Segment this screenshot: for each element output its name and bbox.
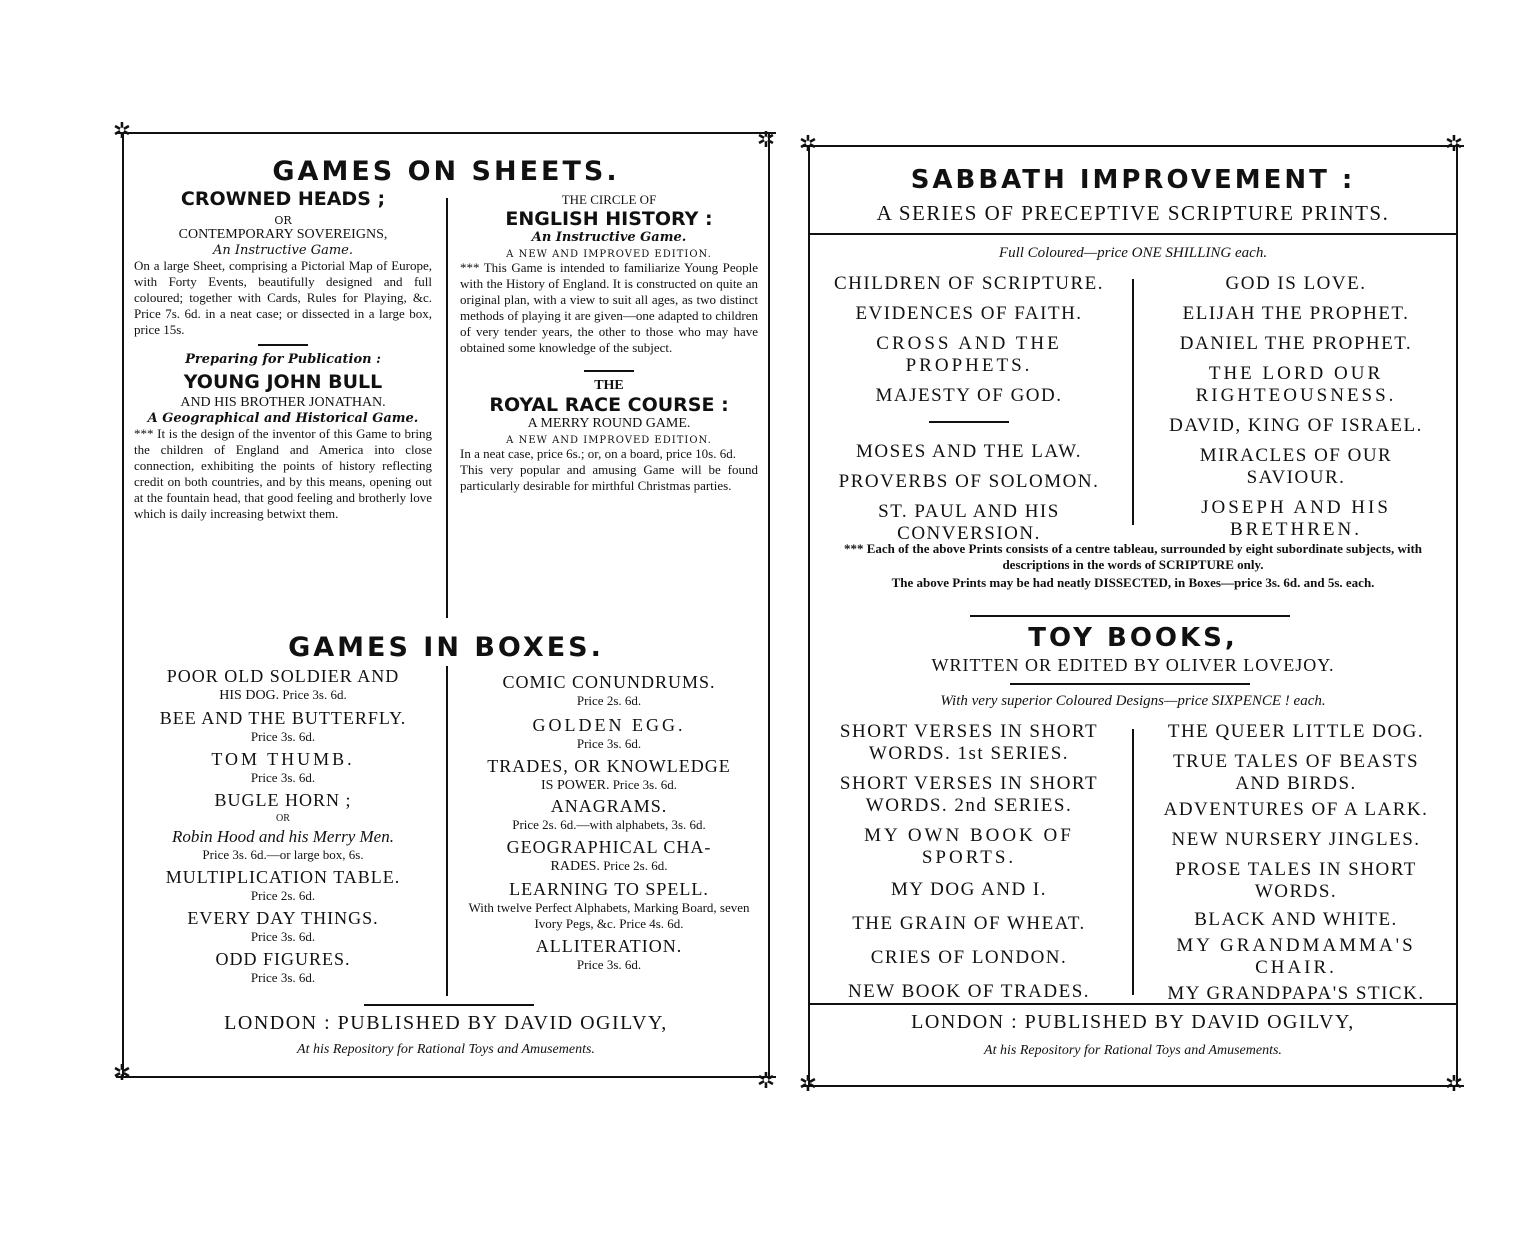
- box-item: POOR OLD SOLDIER AND HIS DOG. Price 3s. 6d.: [166, 666, 400, 703]
- print-item: MAJESTY OF GOD.: [875, 385, 1063, 406]
- box-item: BUGLE HORN ; OR Robin Hood and his Merry Men. Price 3s. 6d.—or large box, 6s.: [172, 790, 394, 862]
- race-pre: THE: [594, 378, 624, 393]
- prints-left-column: [814, 273, 1124, 545]
- book-item: THE QUEER LITTLE DOG.: [1167, 721, 1425, 742]
- left-publisher-sub: At his Repository for Rational Toys and Amusements.: [297, 1042, 595, 1057]
- crowned-subheading: CONTEMPORARY SOVEREIGNS,: [178, 227, 388, 242]
- corner-ornament-icon: ✲: [1444, 1072, 1464, 1097]
- circle-tag: An Instructive Game.: [531, 230, 687, 245]
- box-item: ANAGRAMS. Price 2s. 6d.—with alphabets, 3s. 6d.: [512, 796, 706, 832]
- circle-body: *** This Game is intended to familiarize Young People with the History of England. It is constructed on quite an original plan, with a view to suit all ages, as two distinct methods of playing it are given—one adapted to children of very tender years, the other to those who may have obtained some knowledge of the subject.: [460, 260, 758, 355]
- print-item: EVIDENCES OF FAITH.: [855, 303, 1083, 324]
- circle-edition: A NEW AND IMPROVED EDITION.: [506, 249, 712, 260]
- print-item: CROSS AND THE PROPHETS.: [876, 333, 1062, 376]
- left-publisher: LONDON : PUBLISHED BY DAVID OGILVY,: [224, 1012, 668, 1034]
- divider: [810, 233, 1456, 235]
- print-item: CHILDREN OF SCRIPTURE.: [834, 273, 1104, 294]
- divider: [970, 615, 1290, 617]
- race-price: In a neat case, price 6s.; or, on a board, price 10s. 6d.: [460, 446, 736, 461]
- book-item: PROSE TALES IN SHORT WORDS.: [1175, 859, 1417, 902]
- book-item: SHORT VERSES IN SHORT WORDS. 2nd SERIES.: [839, 773, 1099, 816]
- circle-pre: THE CIRCLE OF: [561, 192, 657, 207]
- right-top-rule: [802, 145, 1464, 147]
- box-item: ODD FIGURES. Price 3s. 6d.: [215, 949, 351, 985]
- print-item: ELIJAH THE PROPHET.: [1182, 303, 1410, 324]
- royal-race-course-heading: ROYAL RACE COURSE :: [489, 394, 729, 416]
- right-bottom-rule: [802, 1085, 1464, 1087]
- box-item: TOM THUMB. Price 3s. 6d.: [211, 749, 355, 785]
- print-item: DANIEL THE PROPHET.: [1179, 333, 1413, 354]
- corner-ornament-icon: ✲: [1444, 132, 1464, 157]
- book-item: BLACK AND WHITE.: [1194, 909, 1398, 930]
- book-item: NEW BOOK OF TRADES.: [847, 981, 1091, 1002]
- crowned-tag: An Instructive Game.: [212, 243, 353, 258]
- games-in-boxes-title: GAMES IN BOXES.: [288, 632, 604, 663]
- left-bottom-rule: [116, 1076, 776, 1078]
- print-item: ST. PAUL AND HIS CONVERSION.: [878, 501, 1060, 544]
- book-item: TRUE TALES OF BEASTS AND BIRDS.: [1172, 751, 1420, 794]
- print-item: THE LORD OUR RIGHTEOUSNESS.: [1195, 363, 1397, 406]
- box-item: BEE AND THE BUTTERFLY. Price 3s. 6d.: [159, 708, 407, 744]
- toy-books-title: TOY BOOKS,: [1028, 623, 1238, 653]
- corner-ornament-icon: ✲: [756, 128, 776, 153]
- right-publisher: LONDON : PUBLISHED BY DAVID OGILVY,: [911, 1011, 1355, 1033]
- crowned-body: On a large Sheet, comprising a Pictorial Map of Europe, with Forty Events, beautifully designed and full coloured; together with Cards, Rules for Playing, &c. Price 7s. 6d. in a neat case; or dissected in a large box, price 15s.: [134, 258, 432, 337]
- corner-ornament-icon: ✲: [798, 1072, 818, 1097]
- sheets-column-divider: [446, 198, 448, 618]
- young-john-tag: A Geographical and Historical Game.: [147, 411, 419, 426]
- divider: [929, 421, 1009, 423]
- sabbath-price: Full Coloured—price ONE SHILLING each.: [998, 245, 1268, 261]
- prints-note-1: *** Each of the above Prints consists of a centre tableau, surrounded by eight subordinate subjects, with descriptions in the words of SCRIPTURE only.: [843, 541, 1423, 572]
- book-item: MY OWN BOOK OF SPORTS.: [864, 825, 1074, 868]
- book-item: CRIES OF LONDON.: [870, 947, 1068, 968]
- book-item: NEW NURSERY JINGLES.: [1171, 829, 1421, 850]
- books-right-column: [1140, 721, 1452, 1005]
- race-sub: A MERRY ROUND GAME.: [527, 416, 691, 431]
- book-item: ADVENTURES OF A LARK.: [1163, 799, 1429, 820]
- sabbath-title: SABBATH IMPROVEMENT :: [910, 165, 1356, 195]
- corner-ornament-icon: ✲: [756, 1069, 776, 1094]
- sheets-left-column: [134, 188, 432, 522]
- box-item: ALLITERATION. Price 3s. 6d.: [535, 936, 683, 972]
- left-top-rule: [116, 132, 776, 134]
- prints-note-2: The above Prints may be had neatly DISSECTED, in Boxes—price 3s. 6d. and 5s. each.: [891, 575, 1375, 590]
- boxes-right-column: [456, 672, 762, 973]
- toy-books-price: With very superior Coloured Designs—price SIXPENCE ! each.: [940, 693, 1326, 709]
- box-item: MULTIPLICATION TABLE. Price 2s. 6d.: [165, 867, 401, 903]
- print-item: GOD IS LOVE.: [1225, 273, 1367, 294]
- box-item: EVERY DAY THINGS. Price 3s. 6d.: [187, 908, 379, 944]
- box-item: COMIC CONUNDRUMS. Price 2s. 6d.: [502, 672, 716, 708]
- race-edition: A NEW AND IMPROVED EDITION.: [506, 435, 712, 446]
- divider: [258, 344, 308, 346]
- crowned-or: OR: [274, 214, 292, 227]
- right-page: [808, 145, 1458, 1085]
- english-history-heading: ENGLISH HISTORY :: [505, 208, 713, 230]
- print-item: DAVID, KING OF ISRAEL.: [1169, 415, 1423, 436]
- boxes-left-column: [130, 666, 436, 986]
- boxes-column-divider: [446, 666, 448, 996]
- sheets-right-column: [460, 192, 758, 494]
- box-item: TRADES, OR KNOWLEDGE IS POWER. Price 3s. 6d.: [487, 756, 731, 793]
- books-column-divider: [1132, 729, 1134, 995]
- box-item: LEARNING TO SPELL. With twelve Perfect Alphabets, Marking Board, seven Ivory Pegs, &c. Price 4s. 6d.: [468, 879, 750, 931]
- box-item: GOLDEN EGG. Price 3s. 6d.: [532, 715, 686, 751]
- print-item: JOSEPH AND HIS BRETHREN.: [1201, 497, 1391, 540]
- prints-right-column: [1140, 273, 1452, 541]
- books-left-column: [814, 721, 1124, 1003]
- prints-column-divider: [1132, 279, 1134, 525]
- toy-books-sub: WRITTEN OR EDITED BY OLIVER LOVEJOY.: [931, 655, 1335, 675]
- preparing-label: Preparing for Publication :: [185, 352, 381, 367]
- left-page: [122, 132, 770, 1076]
- games-on-sheets-title: GAMES ON SHEETS.: [272, 156, 620, 187]
- divider: [584, 370, 634, 372]
- corner-ornament-icon: ✲: [798, 132, 818, 157]
- young-john-bull-heading: YOUNG JOHN BULL: [183, 371, 383, 393]
- crowned-heads-heading: CROWNED HEADS ;: [180, 188, 386, 210]
- book-item: THE GRAIN OF WHEAT.: [852, 913, 1086, 934]
- race-body: This very popular and amusing Game will be found particularly desirable for mirthful Christmas parties.: [460, 462, 758, 493]
- divider: [810, 1003, 1456, 1005]
- corner-ornament-icon: ✲: [112, 1061, 132, 1086]
- print-item: MOSES AND THE LAW.: [855, 441, 1083, 462]
- young-john-body: *** It is the design of the inventor of this Game to bring the children of England and America into close connection, exhibiting the points of history reflecting credit on both countries, and by this means, opening out at the fountain head, that good feeling and brotherly love which is daily increasing betwixt them.: [134, 426, 432, 521]
- young-john-subheading: AND HIS BROTHER JONATHAN.: [180, 395, 386, 410]
- box-item: GEOGRAPHICAL CHA- RADES. Price 2s. 6d.: [506, 837, 712, 874]
- corner-ornament-icon: ✲: [112, 119, 132, 144]
- print-item: MIRACLES OF OUR SAVIOUR.: [1199, 445, 1393, 488]
- book-item: MY GRANDMAMMA'S CHAIR.: [1176, 935, 1416, 978]
- book-item: MY DOG AND I.: [890, 879, 1048, 900]
- book-item: SHORT VERSES IN SHORT WORDS. 1st SERIES.: [839, 721, 1099, 764]
- print-item: PROVERBS OF SOLOMON.: [838, 471, 1100, 492]
- divider: [1010, 683, 1250, 685]
- right-publisher-sub: At his Repository for Rational Toys and Amusements.: [984, 1043, 1282, 1058]
- sabbath-subtitle: A SERIES OF PRECEPTIVE SCRIPTURE PRINTS.: [876, 201, 1390, 225]
- book-item: MY GRANDPAPA'S STICK.: [1167, 983, 1425, 1004]
- divider: [364, 1004, 534, 1006]
